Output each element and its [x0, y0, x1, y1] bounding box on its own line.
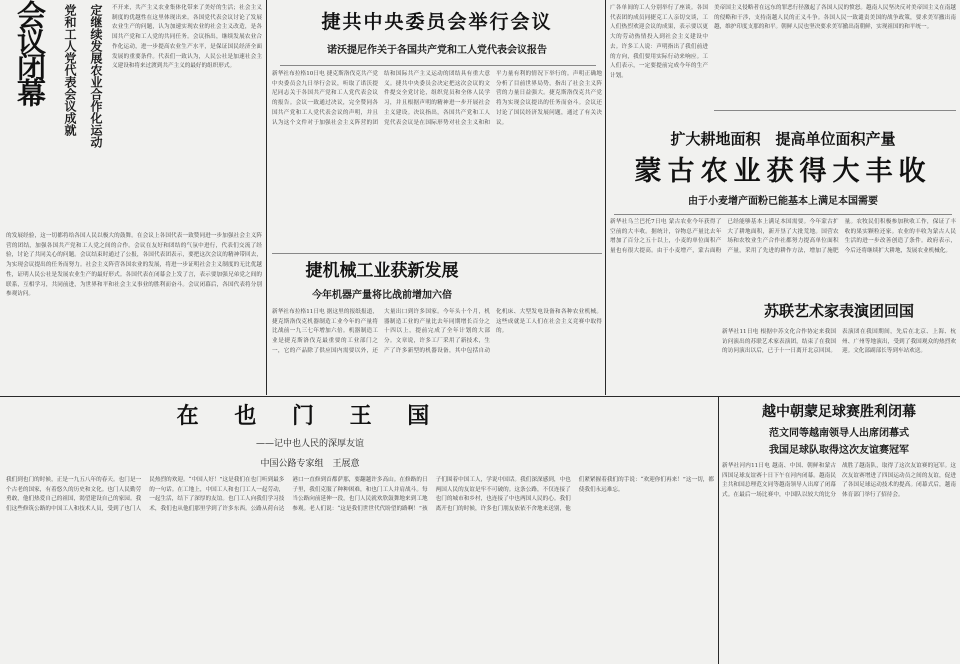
machinery-body: 新华社布拉格11日电 据这里的报纸报道，捷克斯洛伐克机器制造工业今年的产量将比战前一九三七年增加六倍。机器制造工业是捷克斯洛伐克最重要的工业部门之一，它的产品除了供应国内需要以外，还大量出口到许多国家。今年头十个月，机器制造工业的产量比去年同期增长百分之十四以上，提前完成了全年计划的大部分。文章说，许多工厂采用了新技术，生产了许多新型的机器设备，其中包括自动化机床、大型发电设备和各种农业机械。这些成就是工人们在社会主义竞赛中取得的。	[272, 309, 602, 354]
czech-cc-subhead: 诺沃提尼作关于各国共产党和工人党代表会议报告	[327, 45, 547, 56]
football-body: 新华社河内11日电 越南、中国、朝鲜和蒙古四国足球友谊赛十日下午在河内闭幕。越南民主共和国总理范文同等越南领导人出席了闭幕式。在最后一场比赛中，中国队以较大的比分战胜了越南队，取得了这次友谊赛的冠军。这次友谊赛增进了四国运动员之间的友谊，促进了各国足球运动技术的提高。闭幕式后，越南体育部门举行了招待会。	[722, 463, 956, 499]
soviet-art-headline: 苏联艺术家表演团回国	[763, 302, 914, 320]
feature-subhead: ——记中也人民的深厚友谊	[255, 439, 364, 449]
czech-cc-headline: 捷共中央委员会举行会议	[321, 11, 553, 33]
left-side-headline-2: 定继续发展农业合作化运动	[89, 4, 103, 148]
right-top-body-a: 广各单间的工人分别举行了座谈。各国代表团的成员同捷克工人亲切交谈，工人们热烈欢迎会议的成果，表示要以更大的劳动热情投入到社会主义建设中去。许多工人说：声明指出了我们前进的方向，我们要用实际行动来响应。工人们表示，一定要提前完成今年的生产计划。	[610, 5, 708, 79]
left-side-headline-1: 党和工人党代表会议成就	[63, 4, 77, 136]
machinery-headline: 捷机械工业获新发展	[305, 261, 459, 281]
football-subhead-2: 我国足球队取得这次友谊赛冠军	[769, 445, 909, 456]
left-article-body-bottom: 的发展经验，这一切都将给各国人民以极大的鼓舞。在会议上各国代表一致赞同进一步加强社会主义阵营的团结，加强各国共产党和工人党之间的合作。会议在友好和团结的气氛中进行，代表们交流了经验，讨论了共同关心的问题。会议结束时通过了公报，各国代表团表示，要把这次会议的精神带回去，为实现会议提出的任务而努力。社会主义阵营各国农业的发展，将进一步证明社会主义制度的无比优越性，证明人民公社是发展农业生产的最好形式。各国代表在闭幕会上发了言，表示要加强兄弟党之间的联系，互相学习，共同前进，为世界和平和社会主义事业的胜利而奋斗。会议闭幕后，各国代表将分别参观访问。	[6, 233, 262, 298]
soviet-art-body: 新华社11日电 根据中苏文化合作协定来我国访问演出的苏联艺术家表演团，结束了在我国的访问演出以后，已于十一日离开北京回国。表演团在我国期间，先后在北京、上海、杭州、广州等地演出，受到了我国观众的热烈欢迎。文化部副部长等到车站欢送。	[722, 329, 956, 355]
right-top-body-b: 美帝国主义侵略者在远东的罪恶行径激起了各国人民的愤怒。越南人民坚决反对美帝国主义在南越的侵略和干涉，支持南越人民的正义斗争。各国人民一致谴责美国的战争政策，要求美军撤出南越，维护印度支那的和平。朝鲜人民也坚决要求美军撤出南朝鲜，实现祖国的和平统一。	[714, 5, 956, 31]
football-subhead: 范文同等越南领导人出席闭幕式	[769, 428, 909, 439]
left-article-body-top: 不开来，共产主义农业集体化带来了美好的生活；社会主义制度的优越性在这里体现出来。各国党代表会议讨论了发展农业生产的问题，认为加速实现农业的社会主义改造，是各国共产党和工人党的共同任务。会议指出，继续发展农业合作化运动，进一步提高农业生产水平，是保证国民经济全面发展的重要条件。代表们一致认为，人民公社是加速社会主义建设和将来过渡到共产主义的最好的组织形式。	[112, 5, 262, 70]
machinery-top-rule	[272, 253, 602, 254]
feature-right-divider	[718, 396, 719, 664]
page-horizontal-divider	[0, 396, 960, 397]
czech-cc-body: 新华社布拉格10日电 捷克斯洛伐克共产党中央委员会九日举行会议，听取了诺沃提尼同志关于各国共产党和工人党代表会议的报告。会议一致通过决议，完全赞同各国共产党和工人党代表会议的声明，并且认为这个文件对于加强社会主义阵营的团结和国际共产主义运动的团结具有重大意义。捷共中央委员会决定把这次会议的文件提交全党讨论，组织党员和全体人民学习，并且根据声明的精神进一步开展社会主义建设。决议指出，各国共产党和工人党代表会议是在国际形势对社会主义和和平力量有利的情况下举行的。声明正确地分析了目前世界局势，指出了社会主义阵营的力量日益强大。捷克斯洛伐克共产党将为实现会议提出的任务而奋斗。会议还讨论了国民经济发展问题，通过了有关决议。	[272, 71, 602, 126]
machinery-subhead: 今年机器产量将比战前增加六倍	[312, 290, 452, 301]
czech-cc-underline	[280, 65, 596, 66]
feature-headline: 在 也 门 王 国	[176, 404, 444, 429]
agriculture-underline	[614, 214, 952, 215]
center-right-divider	[605, 0, 606, 395]
left-column-divider	[266, 0, 267, 395]
feature-byline: 中国公路专家组 王展意	[260, 459, 360, 469]
left-big-headline: 会议闭幕	[13, 0, 47, 104]
agriculture-headline: 蒙古农业获得大丰收	[634, 156, 932, 187]
football-headline: 越中朝蒙足球赛胜利闭幕	[762, 404, 916, 420]
agriculture-body: 新华社乌兰巴托7日电 蒙古农业今年获得了空前的大丰收。据统计，谷物总产量比去年增加了百分之五十以上，小麦的单位面积产量也有很大提高。由于小麦增产，蒙古面粉已经能够基本上满足本国需要。今年蒙古扩大了耕地面积，新开垦了大批荒地。国营农场和农牧业生产合作社都努力提高单位面积产量，采用了先进的耕作方法，增加了施肥量。农牧民们积极参加秋收工作，保证了丰收的果实颗粒还家。农业的丰收为蒙古人民生活的进一步改善创造了条件。政府表示，今后还将继续扩大耕地，发展农业机械化。	[610, 219, 956, 255]
agriculture-kicker: 扩大耕地面积 提高单位面积产量	[670, 130, 896, 148]
feature-body: 我们到也门的时候，正是一九五八年的春天。也门是一个古老的国家，有着悠久的历史和文化。也门人民勤劳勇敢，他们热爱自己的祖国，渴望建设自己的家园。我们这些修筑公路的中国工人和技术人员，受到了也门人民热烈的欢迎。“中国人好！”这是我们在也门听到最多的一句话。在工地上，中国工人和也门工人一起劳动，一起生活，结下了深厚的友谊。也门工人向我们学习技术，我们也从他们那里学到了许多东西。公路从荷台达港口一直修到首都萨那，要翻越许多高山。在修路的日子里，我们克服了种种困难，和也门工人并肩战斗。每当公路向前延伸一段，也门人民就欢欣鼓舞地来到工地参观。老人们说：“这是我们世世代代盼望的路啊！”孩子们围着中国工人，学说中国话。我们深深感到，中也两国人民的友谊是牢不可破的。这条公路，不仅连接了也门的城市和乡村，也连接了中也两国人民的心。我们离开也门的时候，许多也门朋友依依不舍地来送别，他们紧紧握着我们的手说：“欢迎你们再来！”这一切，都使我们永远难忘。	[6, 477, 714, 513]
right-top-rule	[714, 110, 956, 111]
agriculture-subhead: 由于小麦增产面粉已能基本上满足本国需要	[688, 196, 878, 207]
